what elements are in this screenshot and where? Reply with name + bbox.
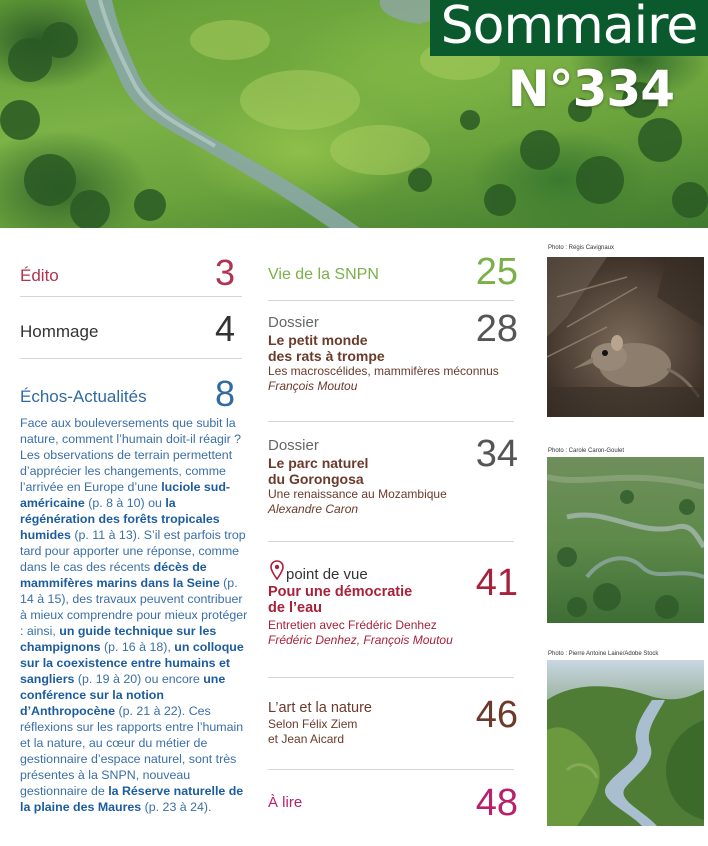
toc-entry-dossier-rats[interactable] (268, 308, 518, 404)
divider (268, 421, 514, 422)
toc-entry-vie-snpn[interactable] (268, 251, 518, 293)
highlight-text: un guide technique sur les champignons (20, 624, 217, 654)
location-pin-icon (270, 560, 284, 580)
divider (20, 358, 242, 359)
summary-text: (p. 19 à 20) ou encore (74, 672, 204, 686)
toc-page-number: 48 (475, 782, 518, 824)
toc-page-number: 28 (475, 308, 518, 350)
highlight-text: la Réserve naturelle de la plaine des Maures (20, 784, 244, 814)
photo-credit: Photo : Pierre Antoine Laine/Adobe Stock (548, 651, 659, 657)
summary-text: (p. 16 à 18), (100, 640, 175, 654)
toc-kicker: point de vue (286, 566, 368, 583)
toc-kicker: Dossier (268, 314, 319, 331)
toc-subtitle: Les macroscélides, mammifères méconnus (268, 364, 499, 378)
highlight-text: une conférence sur la notion d’Anthropocène (20, 672, 226, 718)
toc-label: L’art et la nature (268, 700, 372, 716)
summary-text: (p. 8 à 10) ou (84, 496, 166, 510)
divider (268, 769, 514, 770)
toc-headline: Le parc naturel (268, 455, 369, 471)
toc-headline: des rats à trompe (268, 348, 385, 364)
toc-label: À lire (268, 794, 303, 811)
summary-text: (p. 14 à 15), des travaux peuvent contribuer à mieux comprendre pour mieux protéger : ainsi, (20, 576, 248, 638)
toc-subtitle: Une renaissance au Mozambique (268, 487, 447, 501)
toc-headline: de l’eau (268, 600, 322, 616)
toc-page-number: 41 (475, 562, 518, 604)
toc-page-number: 46 (475, 694, 518, 736)
toc-headline: Pour une démocratie (268, 584, 413, 600)
header-banner (0, 0, 708, 228)
toc-headline: du Gorongosa (268, 471, 364, 487)
photo-elephant-shrew (547, 257, 704, 417)
toc-subtitle: Entretien avec Frédéric Denhez (268, 618, 437, 632)
toc-page-number: 34 (475, 433, 518, 475)
divider (20, 296, 242, 297)
summary-text: (p. 21 à 22). Ces réflexions sur les rapports entre l’humain et la nature, au cœur du métier de gestionnaire d’espace naturel, sont très présentes à la SNPN, nouveau gestionnaire de (20, 704, 244, 798)
toc-headline: Le petit monde (268, 332, 368, 348)
toc-entry-dossier-gorongosa[interactable] (268, 433, 518, 527)
highlight-text: un colloque sur la coexistence entre humains et sangliers (20, 640, 244, 686)
highlight-text: décès de mammifères marins dans la Seine (20, 560, 220, 590)
divider (268, 300, 514, 301)
toc-label: Hommage (20, 322, 99, 341)
photo-credit: Photo : Régis Cavignaux (548, 245, 615, 251)
summary-text: (p. 23 à 24). (141, 800, 212, 814)
page-title: Sommaire (440, 0, 698, 56)
highlight-text: luciole sud-américaine (20, 480, 231, 510)
toc-entry-point-de-vue[interactable] (268, 560, 518, 655)
toc-page-number: 3 (214, 252, 235, 293)
summary-text: (p. 11 à 13). S’il est parfois trop tard pour apporter une réponse, comme dans le cas des récents (20, 528, 246, 574)
photo-credit: Photo : Carole Caron-Goulet (548, 448, 625, 454)
toc-author: Alexandre Caron (268, 502, 359, 516)
toc-subtitle: et Jean Aicard (268, 732, 345, 746)
toc-entry-a-lire[interactable] (268, 784, 518, 824)
toc-entry-hommage[interactable] (20, 306, 235, 349)
divider (268, 541, 514, 542)
issue-number: N°334 (507, 60, 674, 118)
toc-label: Vie de la SNPN (268, 266, 379, 283)
toc-label: Édito (20, 266, 59, 285)
toc-entry-edito[interactable] (20, 250, 235, 293)
highlight-text: la régénération des forêts tropicales humides (20, 496, 220, 542)
summary-text: Face aux bouleversements que subit la nature, comment l’humain doit-il réagir ? Les observations de terrain permettent d’apprécier les changements, comme l’arrivée en Europe d’une (20, 416, 242, 494)
toc-page-number: 4 (214, 308, 235, 349)
toc-author: Frédéric Denhez, François Moutou (268, 633, 453, 647)
toc-kicker: Dossier (268, 437, 319, 454)
toc-entry-echos[interactable] (20, 371, 235, 414)
divider (268, 677, 514, 678)
toc-page-number: 25 (475, 251, 518, 293)
photo-river-canyon (547, 660, 704, 826)
photo-gorongosa-aerial (547, 457, 704, 623)
toc-label: Échos-Actualités (20, 387, 147, 406)
toc-entry-art-nature[interactable] (268, 694, 518, 760)
echos-summary-text (20, 415, 248, 815)
toc-page-number: 8 (214, 373, 235, 414)
toc-author: François Moutou (268, 379, 358, 393)
toc-subtitle: Selon Félix Ziem (268, 717, 358, 731)
